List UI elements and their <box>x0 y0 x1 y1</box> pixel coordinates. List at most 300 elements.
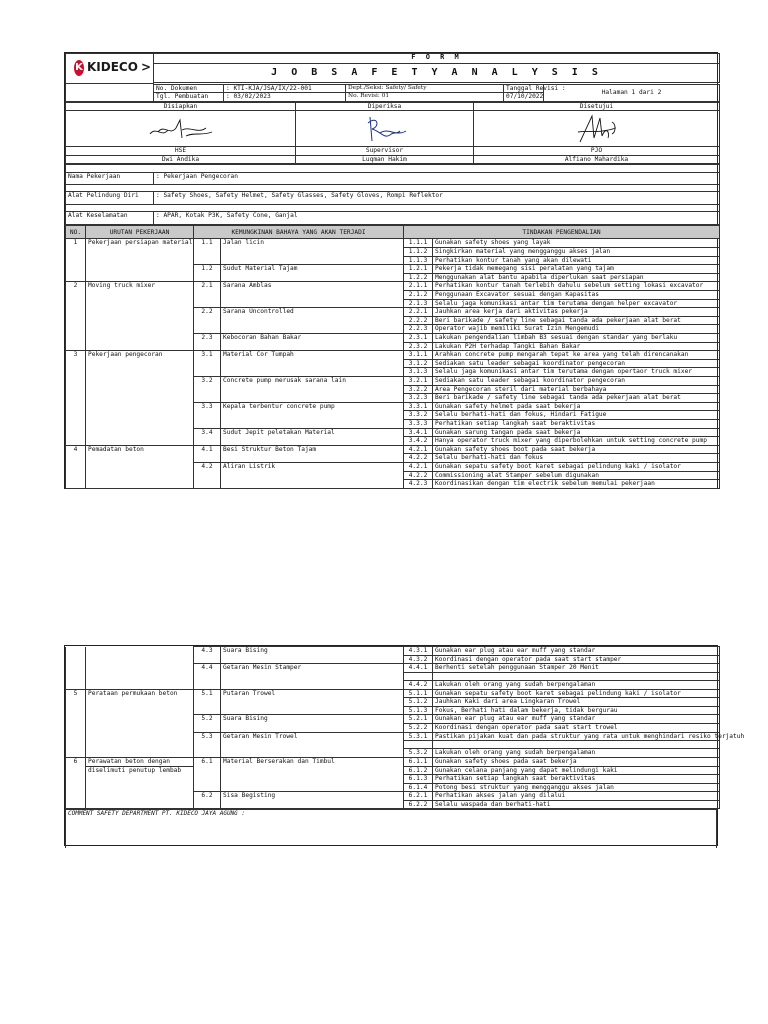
table-row <box>66 655 720 664</box>
approved-label: Disetujui <box>474 102 720 111</box>
row-no <box>66 749 86 758</box>
row-control-no: 2.1.3 <box>404 299 433 308</box>
table-row <box>66 248 720 257</box>
row-hazard-no <box>194 359 221 368</box>
row-hazard-no <box>194 749 221 758</box>
row-control: Area Pengecoran steril dari material berbahaya <box>433 385 720 394</box>
row-control: Gunakan safety shoes yang layak <box>433 239 720 248</box>
row-hazard <box>221 775 404 784</box>
row-hazard <box>221 723 404 732</box>
row-hazard: Getaran Mesin Stamper <box>221 664 404 673</box>
row-no <box>66 411 86 420</box>
row-step <box>86 299 194 308</box>
row-step <box>86 273 194 282</box>
table-row <box>66 800 720 809</box>
prepared-label: Disiapkan <box>66 102 296 111</box>
table-row <box>66 376 720 385</box>
row-control: Gunakan celana panjang yang dapat melindungi kaki <box>433 766 720 775</box>
row-step <box>86 462 194 471</box>
row-step <box>86 419 194 428</box>
doc-no-value: : KTI-KJA/JSA/IX/22-001 <box>224 84 346 93</box>
row-step <box>86 664 194 673</box>
table-row <box>66 462 720 471</box>
approved-role: PJO <box>474 147 720 156</box>
row-control-no: 6.1.4 <box>404 783 433 792</box>
row-no: 3 <box>66 351 86 360</box>
table-row <box>66 647 720 656</box>
row-no <box>66 698 86 707</box>
prepared-role: HSE <box>66 147 296 156</box>
row-hazard-no: 3.1 <box>194 351 221 360</box>
approved-name: Alfiano Mahardika <box>474 155 720 164</box>
row-no: 5 <box>66 689 86 698</box>
row-no <box>66 402 86 411</box>
row-control: Beri barikade / safety line sebagai tanda ada pekerjaan alat berat <box>433 316 720 325</box>
row-hazard <box>221 394 404 403</box>
row-no <box>66 462 86 471</box>
row-hazard-no: 3.2 <box>194 376 221 385</box>
row-step <box>86 316 194 325</box>
row-control-no: 3.2.3 <box>404 394 433 403</box>
kideco-logo-icon: K <box>74 60 84 76</box>
row-hazard: Sisa Begisting <box>221 792 404 801</box>
row-control-no: 5.2.2 <box>404 723 433 732</box>
row-control-no: 6.1.3 <box>404 775 433 784</box>
row-no <box>66 248 86 257</box>
table-row <box>66 428 720 437</box>
row-hazard-no <box>194 741 221 749</box>
row-step <box>86 342 194 351</box>
row-control-no: 2.3.2 <box>404 342 433 351</box>
row-step <box>86 775 194 784</box>
row-control-no: 3.1.1 <box>404 351 433 360</box>
row-hazard <box>221 256 404 265</box>
row-no <box>66 325 86 334</box>
row-hazard-no <box>194 394 221 403</box>
row-control-no: 3.1.3 <box>404 368 433 377</box>
row-no <box>66 800 86 809</box>
row-control: Arahkan concrete pump mengarah tepat ke area yang telah direncanakan <box>433 351 720 360</box>
col-step-header: URUTAN PEKERJAAN <box>86 226 194 239</box>
row-no <box>66 428 86 437</box>
row-step <box>86 256 194 265</box>
table-row <box>66 454 720 463</box>
row-control <box>433 672 720 680</box>
row-no: 1 <box>66 239 86 248</box>
table-row <box>66 689 720 698</box>
jsa-table-page-2 <box>65 646 745 809</box>
row-hazard-no <box>194 680 221 689</box>
row-no <box>66 376 86 385</box>
row-hazard-no: 6.1 <box>194 757 221 766</box>
row-hazard <box>221 411 404 420</box>
row-control: Gunakan ear plug atau ear muff yang standar <box>433 647 720 656</box>
row-control-no: 5.1.2 <box>404 698 433 707</box>
row-hazard <box>221 480 404 489</box>
row-control-no: 4.3.2 <box>404 655 433 664</box>
row-step <box>86 783 194 792</box>
safety-equipment-value: : APAR, Kotak P3K, Safety Cone, Ganjal <box>154 212 720 225</box>
row-no <box>66 655 86 664</box>
table-row <box>66 394 720 403</box>
row-hazard-no <box>194 291 221 300</box>
row-hazard: Sudut Material Tajam <box>221 265 404 274</box>
row-hazard: Concrete pump merusak sarana lain <box>221 376 404 385</box>
jsa-rows-page-2 <box>66 647 745 809</box>
row-hazard: Sudut Jepit peletakan Material <box>221 428 404 437</box>
row-control-no: 2.1.1 <box>404 282 433 291</box>
row-hazard <box>221 248 404 257</box>
row-control: Singkirkan material yang mengganggu akses jalan <box>433 248 720 257</box>
created-label: Tgl. Pembuatan <box>154 93 224 102</box>
row-hazard-no <box>194 800 221 809</box>
row-hazard <box>221 698 404 707</box>
row-step <box>86 248 194 257</box>
row-step: Pemadatan beton <box>86 445 194 454</box>
row-step <box>86 706 194 715</box>
row-control-no: 6.2.2 <box>404 800 433 809</box>
row-hazard <box>221 437 404 446</box>
row-control-no: 3.3.3 <box>404 419 433 428</box>
created-value: : 03/02/2023 <box>224 93 346 102</box>
table-row <box>66 698 720 707</box>
row-hazard <box>221 359 404 368</box>
row-control: Selalu jaga komunikasi antar tim terutama dengan opertaor truck mixer <box>433 368 720 377</box>
revision-date-label: Tanggal Revisi : <box>504 84 544 93</box>
table-row <box>66 723 720 732</box>
row-no <box>66 385 86 394</box>
row-hazard: Aliran Listrik <box>221 462 404 471</box>
row-control-no: 4.4.1 <box>404 664 433 673</box>
dept-field: Dept./Seksi: Safety/ Safety <box>346 84 504 93</box>
row-control: Perhatikan akses jalan yang dilalui <box>433 792 720 801</box>
row-hazard-no: 1.2 <box>194 265 221 274</box>
table-row <box>66 299 720 308</box>
row-hazard-no <box>194 273 221 282</box>
row-no <box>66 471 86 480</box>
row-hazard-no: 2.3 <box>194 334 221 343</box>
row-control-no <box>404 672 433 680</box>
row-no <box>66 265 86 274</box>
row-control-no: 1.1.3 <box>404 256 433 265</box>
ppe-label: Alat Pelindung Diri <box>66 192 154 205</box>
row-hazard-no <box>194 325 221 334</box>
row-control-no: 1.2.1 <box>404 265 433 274</box>
row-step <box>86 471 194 480</box>
table-row <box>66 334 720 343</box>
row-control-no: 2.3.1 <box>404 334 433 343</box>
row-step <box>86 749 194 758</box>
row-hazard <box>221 342 404 351</box>
row-hazard <box>221 749 404 758</box>
row-control-no: 3.3.2 <box>404 411 433 420</box>
row-control: Hanya operator truck mixer yang diperbolehkan untuk setting concrete pump <box>433 437 720 446</box>
row-control: Koordinasi dengan operator pada saat start trowel <box>433 723 720 732</box>
table-row <box>66 749 720 758</box>
row-hazard <box>221 291 404 300</box>
row-no <box>66 732 86 741</box>
row-control-no: 4.2.1 <box>404 462 433 471</box>
table-row <box>66 291 720 300</box>
row-control: Lakukan oleh orang yang sudah berpengalaman <box>433 680 720 689</box>
row-hazard-no: 4.3 <box>194 647 221 656</box>
row-step <box>86 394 194 403</box>
row-no <box>66 715 86 724</box>
row-control-no: 3.3.1 <box>404 402 433 411</box>
table-row <box>66 445 720 454</box>
row-step <box>86 792 194 801</box>
table-row <box>66 419 720 428</box>
row-control-no: 1.2.2 <box>404 273 433 282</box>
signature-pjo-icon <box>572 112 622 146</box>
row-control: Gunakan safety helmet pada saat bekerja <box>433 402 720 411</box>
row-control <box>433 741 720 749</box>
row-control: Koordinasi dengan operator pada saat start stamper <box>433 655 720 664</box>
row-control: Penggunaan Excavator sesuai dengan Kapasitas <box>433 291 720 300</box>
row-control-no: 5.3.2 <box>404 749 433 758</box>
row-control: Pastikan pijakan kuat dan pada struktur yang rata untuk menghindari resiko terjatuh <box>433 732 720 741</box>
form-label: F O R M <box>154 54 720 64</box>
row-step <box>86 680 194 689</box>
row-no: 4 <box>66 445 86 454</box>
row-hazard-no <box>194 723 221 732</box>
row-control-no: 4.2.2 <box>404 471 433 480</box>
row-control-no: 3.2.1 <box>404 376 433 385</box>
row-control: Commissioning alat Stamper sebelum digunakan <box>433 471 720 480</box>
table-row <box>66 437 720 446</box>
table-row <box>66 672 720 680</box>
row-step <box>86 291 194 300</box>
row-control-no: 2.2.3 <box>404 325 433 334</box>
comment-table <box>65 809 717 848</box>
row-step <box>86 411 194 420</box>
row-control: Pekerja tidak memegang sisi peralatan yang tajam <box>433 265 720 274</box>
row-hazard: Getaran Mesin Trowel <box>221 732 404 741</box>
row-step: diselimuti penutup lembab <box>86 766 194 775</box>
row-hazard-no <box>194 342 221 351</box>
row-control: Selalu berhati-hati dan fokus, Hindari Fatigue <box>433 411 720 420</box>
row-hazard-no: 1.1 <box>194 239 221 248</box>
row-hazard <box>221 672 404 680</box>
row-hazard-no <box>194 299 221 308</box>
signature-supervisor-icon <box>360 113 410 145</box>
row-no <box>66 419 86 428</box>
page-indicator: Halaman 1 dari 2 <box>544 84 720 101</box>
row-control-no: 4.2.1 <box>404 445 433 454</box>
row-hazard-no: 5.1 <box>194 689 221 698</box>
row-hazard <box>221 316 404 325</box>
row-hazard <box>221 454 404 463</box>
ppe-value: : Safety Shoes, Safety Helmet, Safety Glasses, Safety Gloves, Rompi Reflektor <box>154 192 720 205</box>
row-hazard: Besi Struktur Beton Tajam <box>221 445 404 454</box>
row-no <box>66 454 86 463</box>
table-row <box>66 273 720 282</box>
row-hazard-no <box>194 256 221 265</box>
row-step: Pekerjaan pengecoran <box>86 351 194 360</box>
table-row <box>66 680 720 689</box>
table-row <box>66 308 720 317</box>
row-no: 6 <box>66 757 86 766</box>
row-step <box>86 454 194 463</box>
row-control-no: 5.1.3 <box>404 706 433 715</box>
row-control: Operator wajib memiliki Surat Izin Mengemudi <box>433 325 720 334</box>
checked-role: Supervisor <box>296 147 474 156</box>
table-row <box>66 471 720 480</box>
row-hazard-no <box>194 437 221 446</box>
row-hazard-no <box>194 248 221 257</box>
table-row <box>66 239 720 248</box>
table-row <box>66 402 720 411</box>
row-step <box>86 715 194 724</box>
row-hazard-no <box>194 454 221 463</box>
row-no <box>66 706 86 715</box>
col-no-header: NO. <box>66 226 86 239</box>
row-no <box>66 664 86 673</box>
row-hazard: Sarana Amblas <box>221 282 404 291</box>
row-no <box>66 672 86 680</box>
doc-no-label: No. Dokumen <box>154 84 224 93</box>
row-hazard-no <box>194 385 221 394</box>
row-step <box>86 376 194 385</box>
row-control: Lakukan P2H terhadap Tangki Bahan Bakar <box>433 342 720 351</box>
row-step <box>86 308 194 317</box>
row-control: Perhatikan setiap langkah saat beraktivitas <box>433 775 720 784</box>
row-step <box>86 428 194 437</box>
doc-meta-table <box>65 84 720 102</box>
row-hazard <box>221 741 404 749</box>
logo-text: KIDECO <box>87 60 138 75</box>
row-control: Jauhkan Kaki dari area Lingkaran Trowel <box>433 698 720 707</box>
row-step <box>86 655 194 664</box>
row-step <box>86 647 194 656</box>
revision-date-value: 07/10/2022 <box>504 93 544 102</box>
comment-label: COMMENT SAFETY DEPARTMENT PT. KIDECO JAYA AGUNG : <box>66 810 717 848</box>
row-hazard <box>221 273 404 282</box>
table-row <box>66 342 720 351</box>
table-row <box>66 480 720 489</box>
row-hazard-no <box>194 368 221 377</box>
row-hazard: Kepala terbentur concrete pump <box>221 402 404 411</box>
revision-no: No. Revisi: 01 <box>346 93 504 102</box>
row-step <box>86 741 194 749</box>
table-row <box>66 351 720 360</box>
job-value: : Pekerjaan Pengecoran <box>154 173 720 185</box>
table-row <box>66 385 720 394</box>
row-control: Potong besi struktur yang mengganggu akses jalan <box>433 783 720 792</box>
row-no <box>66 256 86 265</box>
row-hazard <box>221 800 404 809</box>
row-step <box>86 325 194 334</box>
row-hazard-no: 4.2 <box>194 462 221 471</box>
row-control-no: 2.2.2 <box>404 316 433 325</box>
row-no <box>66 437 86 446</box>
row-hazard: Suara Bising <box>221 715 404 724</box>
row-control: Selalu jaga komunikasi antar tim terutama dengan helper excavator <box>433 299 720 308</box>
row-control-no: 3.4.2 <box>404 437 433 446</box>
row-no <box>66 394 86 403</box>
signature-supervisor <box>296 111 474 147</box>
header-table <box>65 53 720 84</box>
row-no <box>66 792 86 801</box>
row-step <box>86 723 194 732</box>
row-control-no: 3.4.1 <box>404 428 433 437</box>
row-hazard <box>221 385 404 394</box>
row-no <box>66 480 86 489</box>
table-row <box>66 368 720 377</box>
row-control: Menggunakan alat bantu apabila diperlukan saat persiapan <box>433 273 720 282</box>
info-table <box>65 164 720 225</box>
row-hazard: Putaran Trowel <box>221 689 404 698</box>
row-hazard-no <box>194 411 221 420</box>
row-control-no: 5.2.1 <box>404 715 433 724</box>
row-control-no: 4.4.2 <box>404 680 433 689</box>
row-control: Perhatikan kontur tanah yang akan dilewati <box>433 256 720 265</box>
row-no <box>66 334 86 343</box>
row-no <box>66 368 86 377</box>
row-step: Pekerjaan persiapan material <box>86 239 194 248</box>
row-step <box>86 732 194 741</box>
row-hazard-no <box>194 698 221 707</box>
table-row <box>66 792 720 801</box>
row-hazard <box>221 706 404 715</box>
row-hazard <box>221 325 404 334</box>
row-control: Gunakan sepatu safety boot karet sebagai pelindung kaki / isolator <box>433 462 720 471</box>
prepared-name: Dwi Andika <box>66 155 296 164</box>
row-step <box>86 359 194 368</box>
form-page-2 <box>64 645 745 846</box>
row-control-no: 3.1.2 <box>404 359 433 368</box>
row-hazard-no <box>194 316 221 325</box>
row-control-no <box>404 741 433 749</box>
row-hazard: Material Berserakan dan Timbul <box>221 757 404 766</box>
logo-arrow-icon: > <box>140 60 151 75</box>
row-control: Fokus, Berhati hati dalam bekerja, tidak bergurau <box>433 706 720 715</box>
row-control-no: 5.1.1 <box>404 689 433 698</box>
row-hazard-no <box>194 655 221 664</box>
row-hazard-no <box>194 706 221 715</box>
row-hazard-no: 3.3 <box>194 402 221 411</box>
row-step: Perataan permukaan beton <box>86 689 194 698</box>
row-control: Sediakan satu leader sebagai koordinator pengecoran <box>433 376 720 385</box>
checked-name: Luqman Hakim <box>296 155 474 164</box>
table-row <box>66 783 720 792</box>
row-hazard-no <box>194 471 221 480</box>
signature-pjo <box>474 111 720 147</box>
row-control-no: 3.2.2 <box>404 385 433 394</box>
row-no <box>66 316 86 325</box>
row-hazard: Jalan licin <box>221 239 404 248</box>
row-control-no: 1.1.2 <box>404 248 433 257</box>
row-control-no: 1.1.1 <box>404 239 433 248</box>
row-no <box>66 680 86 689</box>
row-hazard-no <box>194 783 221 792</box>
table-row <box>66 265 720 274</box>
row-no <box>66 647 86 656</box>
row-hazard-no <box>194 672 221 680</box>
row-hazard <box>221 766 404 775</box>
jsa-table-page-1 <box>65 225 720 488</box>
table-row <box>66 325 720 334</box>
row-control: Perhatikan setiap langkah saat beraktivitas <box>433 419 720 428</box>
row-control: Selalu waspada dan berhati-hati <box>433 800 720 809</box>
table-row <box>66 766 720 775</box>
row-control-no: 4.3.1 <box>404 647 433 656</box>
col-hazard-header: KEMUNGKINAN BAHAYA YANG AKAN TERJADI <box>194 226 404 239</box>
row-control: Sediakan satu leader sebagai koordinator pengecoran <box>433 359 720 368</box>
approval-table <box>65 102 720 165</box>
row-step: Moving truck mixer <box>86 282 194 291</box>
row-step <box>86 368 194 377</box>
